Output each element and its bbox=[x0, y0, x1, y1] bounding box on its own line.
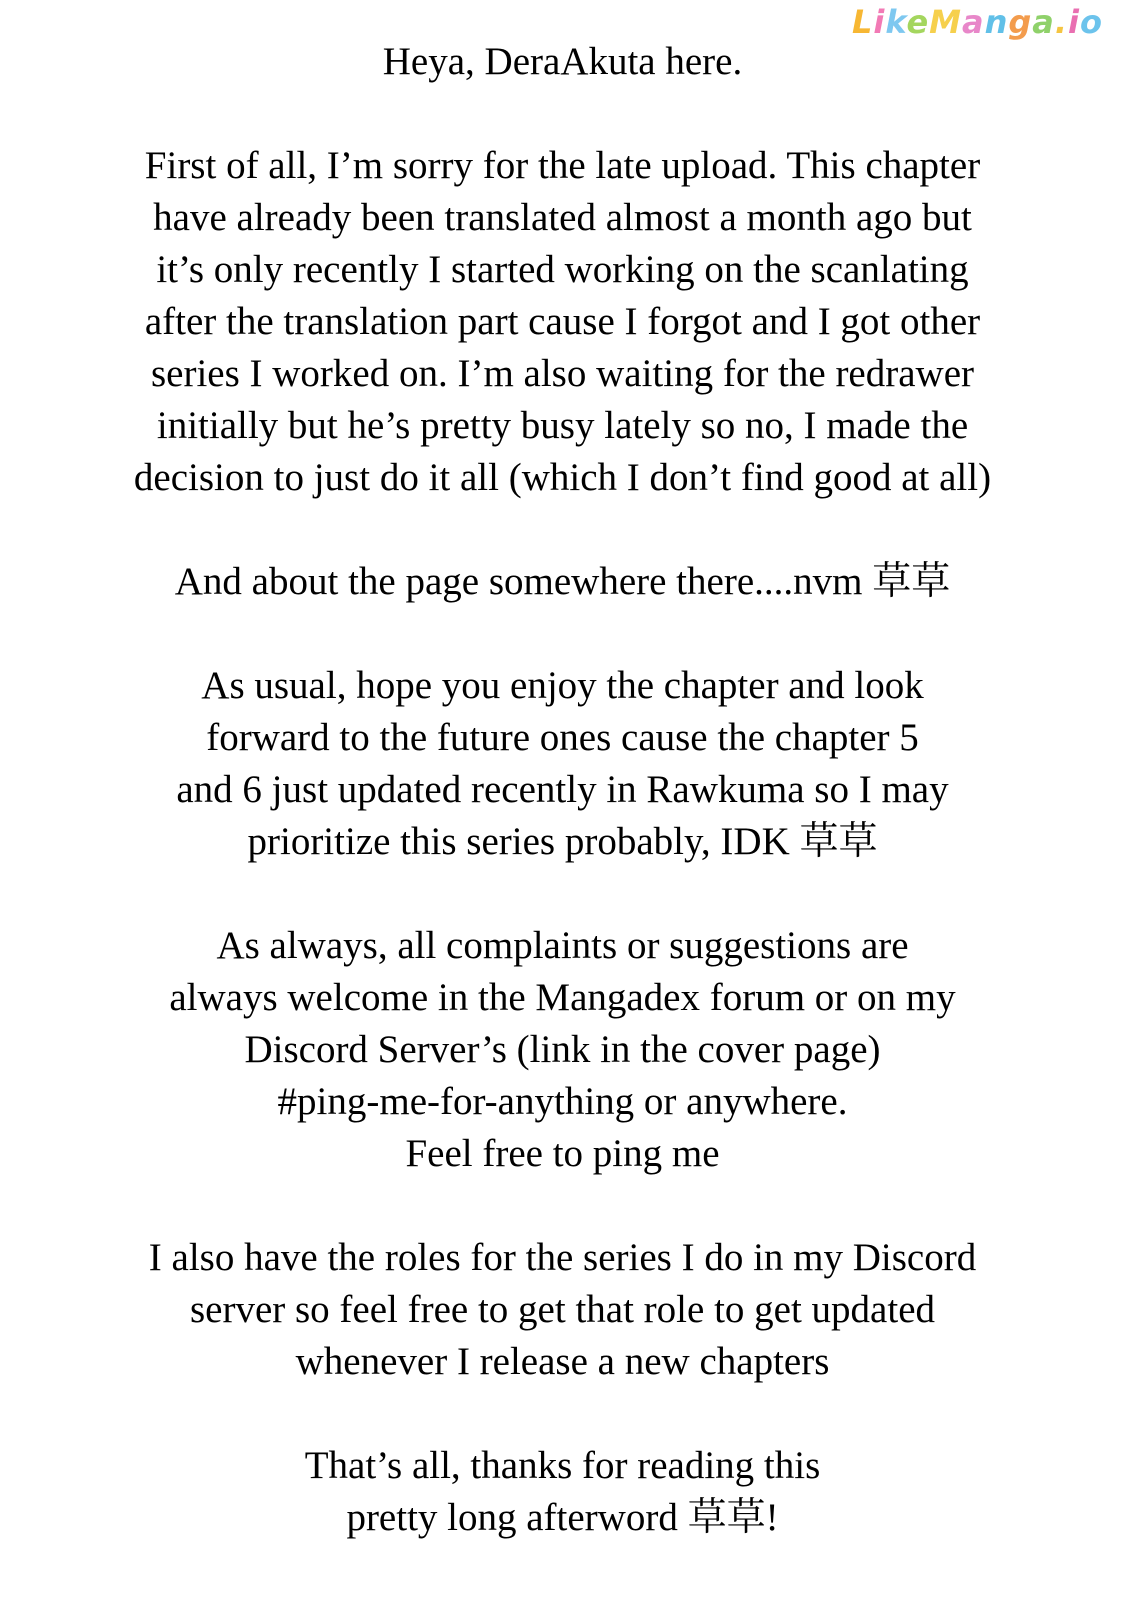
text-line: series I worked on. I’m also waiting for the redrawer bbox=[150, 352, 975, 395]
watermark-letter: i bbox=[873, 3, 886, 41]
watermark-letter: o bbox=[1080, 3, 1103, 41]
text-line: forward to the future ones cause the chapter 5 bbox=[206, 716, 919, 759]
watermark-letter: a bbox=[1032, 3, 1055, 41]
text-line: Feel free to ping me bbox=[405, 1132, 720, 1175]
text-line: pretty long afterword 草草! bbox=[346, 1496, 779, 1539]
paragraph-feedback bbox=[0, 920, 1125, 1180]
watermark-letter: a bbox=[962, 3, 985, 41]
text-line: and 6 just updated recently in Rawkuma so I may bbox=[176, 768, 949, 811]
text-line: always welcome in the Mangadex forum or on my bbox=[169, 976, 956, 1019]
paragraph-enjoy bbox=[0, 660, 1125, 868]
watermark-letter: e bbox=[906, 3, 930, 41]
text-line: As always, all complaints or suggestions are bbox=[216, 924, 909, 967]
watermark-letter: i bbox=[1068, 3, 1081, 41]
text-line: Discord Server’s (link in the cover page) bbox=[244, 1028, 881, 1071]
text-line: I also have the roles for the series I do in my Discord bbox=[148, 1236, 977, 1279]
watermark-letter: M bbox=[929, 3, 963, 41]
text-line: it’s only recently I started working on the scanlating bbox=[156, 248, 969, 291]
text-line: have already been translated almost a month ago but bbox=[153, 196, 972, 239]
paragraph-greeting bbox=[0, 36, 1125, 88]
afterword-text bbox=[0, 36, 1125, 1596]
watermark-letter: g bbox=[1008, 3, 1033, 41]
watermark-letter: n bbox=[984, 3, 1009, 41]
text-line: And about the page somewhere there....nvm 草草 bbox=[174, 560, 951, 603]
text-line: decision to just do it all (which I don’t find good at all) bbox=[133, 456, 992, 499]
paragraph-discord-roles bbox=[0, 1232, 1125, 1388]
paragraph-page-note bbox=[0, 556, 1125, 608]
text-line: Heya, DeraAkuta here. bbox=[382, 40, 743, 83]
text-line: after the translation part cause I forgot and I got other bbox=[144, 300, 981, 343]
paragraph-apology bbox=[0, 140, 1125, 504]
watermark-letter: L bbox=[851, 3, 874, 41]
watermark-letter: k bbox=[885, 3, 907, 41]
text-line: #ping-me-for-anything or anywhere. bbox=[277, 1080, 848, 1123]
text-line: That’s all, thanks for reading this bbox=[304, 1444, 821, 1487]
paragraph-closing bbox=[0, 1440, 1125, 1544]
text-line: prioritize this series probably, IDK 草草 bbox=[247, 820, 878, 863]
text-line: server so feel free to get that role to get updated bbox=[189, 1288, 936, 1331]
text-line: whenever I release a new chapters bbox=[295, 1340, 830, 1383]
text-line: As usual, hope you enjoy the chapter and look bbox=[201, 664, 924, 707]
watermark-letter: . bbox=[1054, 3, 1069, 41]
text-line: initially but he’s pretty busy lately so no, I made the bbox=[156, 404, 969, 447]
text-line: First of all, I’m sorry for the late upload. This chapter bbox=[144, 144, 981, 187]
